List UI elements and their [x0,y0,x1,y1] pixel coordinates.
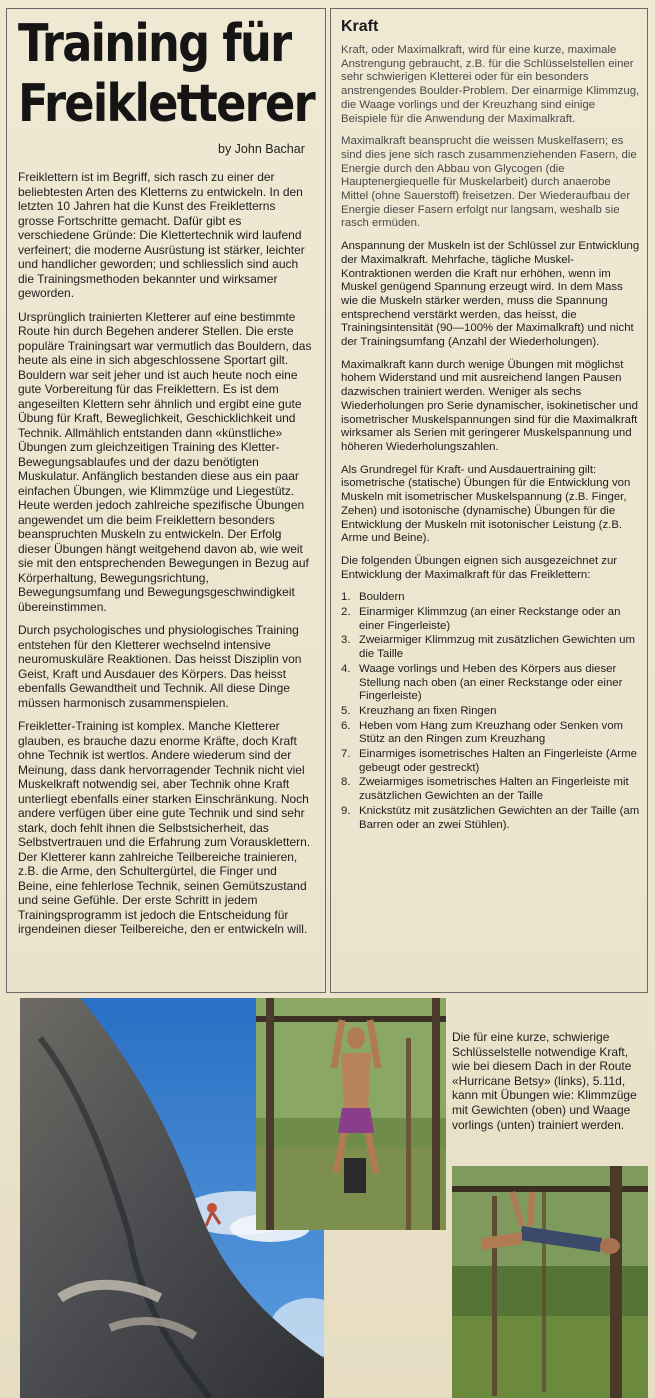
paragraph: Kraft, oder Maximalkraft, wird für eine kurze, maximale Anstrengung gebraucht, z.B. für die Schlüsselstellen einer sehr schwierigen Kletterei oder für ein besonders anstrengendes Boulder-Problem. Der einarmige Klimmzug, die Waage vorlings und der Kreuzhang sind einige Beispiele für die Anwendung der Maximalkraft. [341,44,640,125]
photo-caption: Die für eine kurze, schwierige Schlüsselstelle notwendige Kraft, wie bei diesem Dach in der Route «Hurricane Betsy» (links), 5.11d, kann mit Übungen wie: Klimmzüge mit Gewichten (oben) und Waage vorlings (unten) trainiert werden. [452,1030,637,1132]
list-item [341,634,641,661]
photo-front-lever-image [452,1166,648,1398]
list-item-text: Kreuzhang an fixen Ringen [359,704,497,717]
list-item-text: Einarmiger Klimmzug (an einer Reckstange oder an einer Fingerleiste) [359,606,621,632]
list-item [341,663,641,704]
paragraph: Ursprünglich trainierten Kletterer auf eine bestimmte Route hin durch Begehen anderer Stellen. Die erste populäre Trainingsart war vermutlich das Bouldern, das heute als eine in sich abgeschlossene Sportart gilt. Bouldern war seit jeher und ist auch heute noch eine gute Vorbereitung für das Freiklettern. Es ist dem angeseilten Klettern sehr ähnlich und ergibt eine gute Übung für Kraft, Beweglichkeit, Geschicklichkeit und Technik. Allmählich entstanden dann «künstliche» Übungen zum gleichzeitigen Training des Kletter-Bewegungsablaufes und der dazu benötigten Muskulatur. Anfänglich bestanden diese aus ein paar einfachen Übungen, wie Klimmzüge und Liegestütz. Heute werden jedoch zahlreiche spezifische Übungen angewendet um die beim Freiklettern besonders beanspruchten Muskeln zu entwickeln. Der Erfolg dieser Übungen hängt weitgehend davon ab, wie weit sie mit den entsprechenden Bewegungen in Bezug auf Körperhaltung, Bewegungsrichtung, Bewegungsumfang und Bewegungsgeschwindigkeit übereinstimmen. [18,309,312,614]
list-item-number: 1. [341,591,351,604]
photo-weighted-pullup-image [256,998,446,1230]
list-item-text: Knickstütz mit zusätzlichen Gewichten an der Taille (am Barren oder an zwei Stühlen). [359,804,640,831]
list-item-number: 7. [341,748,351,761]
list-item [341,705,641,719]
paragraph: Die folgenden Übungen eignen sich ausgezeichnet zur Entwicklung der Maximalkraft für das Freiklettern: [341,554,618,581]
right-column-text [341,44,641,833]
list-item-number: 5. [341,704,351,717]
list-item-text: Heben vom Hang zum Kreuzhang oder Senken vom Stütz an den Ringen zum Kreuzhang [359,719,624,746]
list-item-number: 4. [341,662,351,675]
paragraph: Maximalkraft beansprucht die weissen Muskelfasern; es sind dies jene sich rasch zusammenziehenden Fasern, die Energie durch den Abbau von Glycogen (die Hauptenergiequelle für Muskelarbeit) durch anaerobe Mittel (ohne Sauerstoff) freisetzen. Der Wiederaufbau der Energie dieser Fasern erfolgt nur langsam, weshalb sie rasch ermüden. [341,135,637,230]
list-item [341,606,641,633]
paragraph: Als Grundregel für Kraft- und Ausdauertraining gilt: isometrische (statische) Übungen für die Entwicklung von Muskeln mit isometrischer Muskelspannung (z.B. Finger, Zehen) und isotonische (dynamische) Übungen für die Entwicklung der Muskeln mit isotonischer Leistung (z.B. Arme und Beine). [341,463,631,545]
list-item-text: Zweiarmiges isometrisches Halten an Fingerleiste mit zusätzlichen Gewichten an der Taille [359,776,629,803]
list-item-number: 9. [341,804,351,817]
list-item-number: 2. [341,606,351,619]
section-heading-kraft: Kraft [341,18,379,35]
paragraph: Freiklettern ist im Begriff, sich rasch zu einer der beliebtesten Arten des Kletterns zu entwickeln. In den letzten 10 Jahren hat die Kunst des Freikletterns grosse Fortschritte gemacht. Dafür gibt es verschiedene Gründe: Die Klettertechnik wird laufend verfeinert; die moderne Ausrüstung ist stärker, leichter und handlicher geworden; und schliesslich sind auch die Trainingsmethoden bekannter und wirksamer geworden. [18,170,305,300]
paragraph: Maximalkraft kann durch wenige Übungen mit möglichst hohem Widerstand und mit ausreichend langen Pausen dazwischen trainiert werden. Weniger als sechs Wiederholungen pro Serie dynamischer, isokinetischer und isometrischer Muskelspannungen sind für die Maximalkraft wirksamer als Serien mit geringerer Muskelspannung und höheren Wiederholungszahlen. [341,358,638,453]
list-item-number: 8. [341,776,351,789]
paragraph: Anspannung der Muskeln ist der Schlüssel zur Entwicklung der Maximalkraft. Mehrfache, tägliche Muskel-Kontraktionen werden die Kraft nur erhöhen, wenn im Muskel genügend Spannung erzeugt wird. In dem Mass wie die Muskeln stärker werden, muss die Spannung entsprechend verstärkt werden, das heisst, die Trainingsintensität (90—100% der Maximalkraft) und nicht der Trainingsumfang (Anzahl der Wiederholungen). [341,240,640,349]
list-item [341,720,641,747]
paragraph: Freikletter-Training ist komplex. Manche Kletterer glauben, es brauche dazu enorme Kräfte, doch Kraft ohne Technik ist wertlos. Andere wiederum sind der Meinung, dass dank hervorragender Technik nicht viel Muskelkraft notwendig sei, aber Technik ohne Kraft unterliegt ebenfalls einer starken Einschränkung. Noch andere verfügen über eine gute Technik und sind sehr stark, doch fehlt ihnen die Selbstsicherheit, das Selbstvertrauen und die Erfahrung zum Vorausklettern. Der Kletterer kann zahlreiche Teilbereiche trainieren, z.B. die Arme, den Schultergürtel, die Finger und Beine, eine fehlerlose Technik, seinen Gemütszustand und seine Gefühle. Der erste Schritt in jedem Trainingsprogramm ist jedoch die Entscheidung für irgendeinen dieser Teilbereiche, den er entwickeln will. [18,719,311,936]
list-item-text: Bouldern [359,591,405,604]
list-item-number: 3. [341,634,351,647]
list-item [341,591,641,605]
exercise-list [341,591,641,832]
list-item [341,805,641,832]
list-item-number: 6. [341,719,351,732]
photo-weighted-pullup [256,998,446,1230]
list-item [341,776,641,803]
photo-front-lever [452,1166,648,1398]
article-title [18,14,314,134]
byline: by John Bachar [218,142,305,156]
list-item-text: Einarmiges isometrisches Halten an Fingerleiste (Arme gebeugt oder gestreckt) [359,748,637,774]
list-item [341,748,641,775]
left-column-text [18,170,313,946]
list-item-text: Zweiarmiger Klimmzug mit zusätzlichen Gewichten um die Taille [359,634,635,661]
title-line-1: Training für [18,14,291,74]
paragraph: Durch psychologisches und physiologisches Training entstehen für den Kletterer wechselnd intensive neuromuskuläre Reaktionen. Das heisst Disziplin von Geist, Kraft und Ausdauer des Körpers. Das heisst ebenfalls Gewandtheit und Technik. All diese Dinge müssen harmonisch zusammenspielen. [18,623,302,710]
title-line-2: Freikletterer [18,74,314,134]
list-item-text: Waage vorlings und Heben des Körpers aus dieser Stellung nach oben (an einer Reckstange oder einer Fingerleiste) [359,662,623,703]
